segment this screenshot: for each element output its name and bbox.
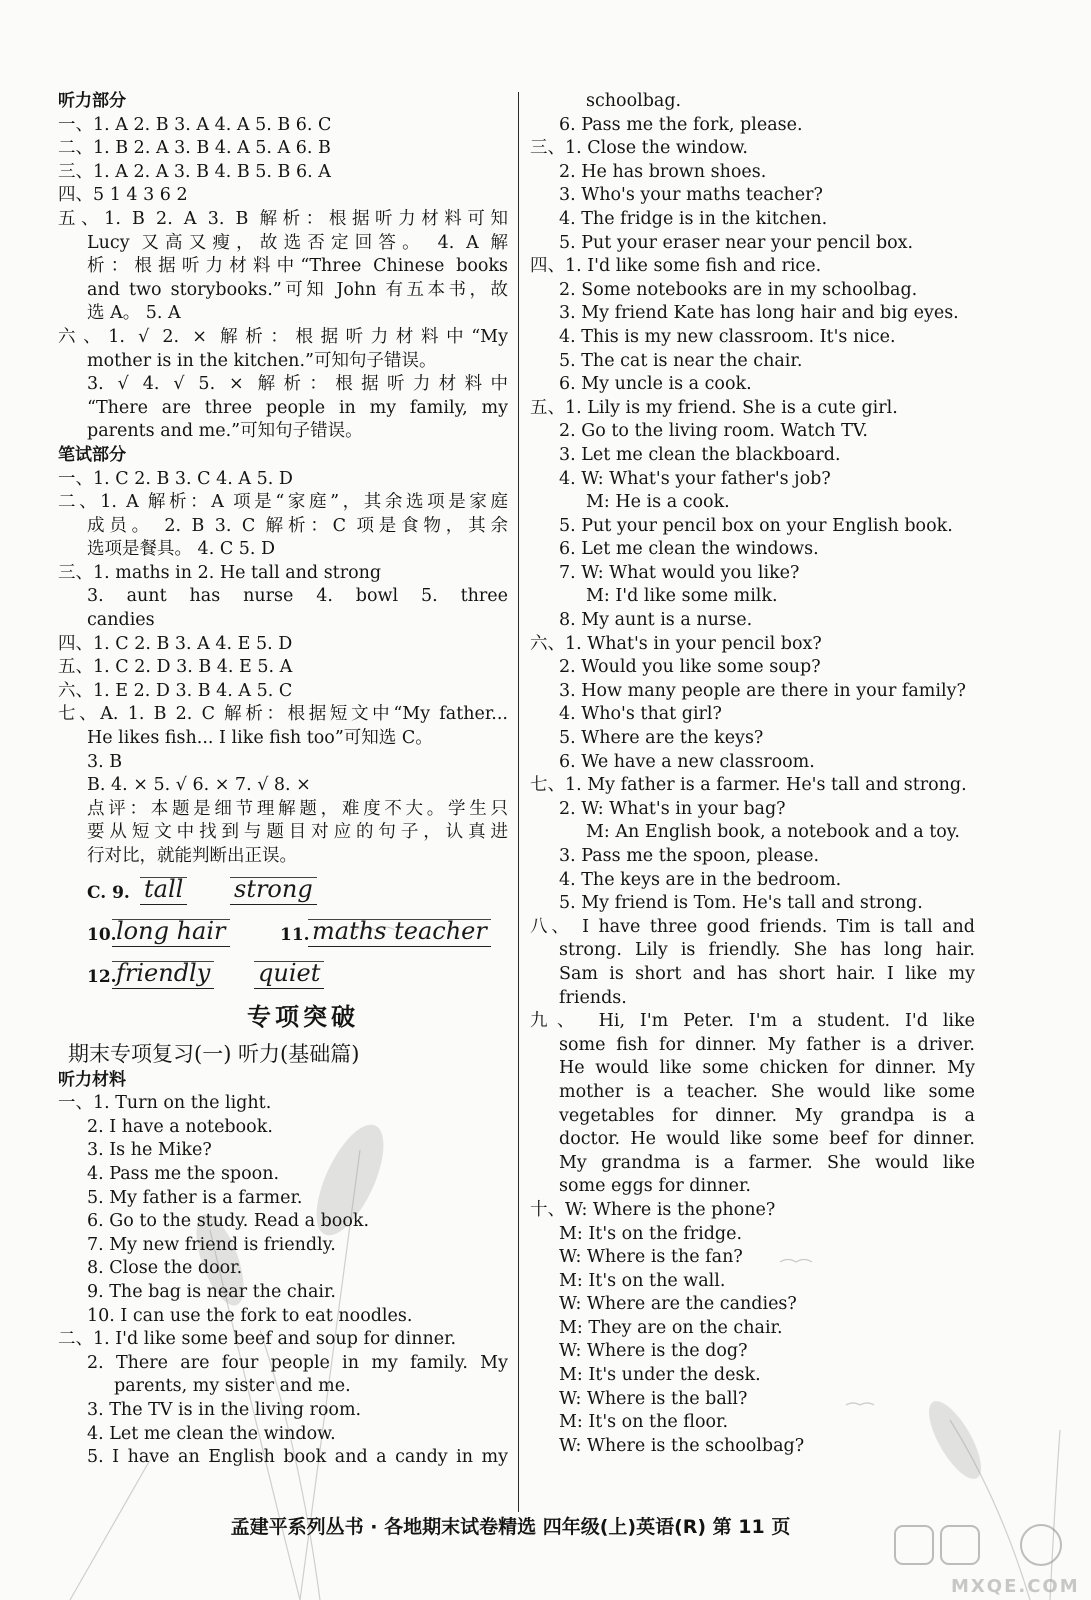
text-line: 四、1. C 2. B 3. A 4. E 5. D — [58, 633, 293, 654]
text-line: 5. I have an English book and a candy in my — [87, 1447, 508, 1468]
text-line: strong. Lily is friendly. She has long hair. — [559, 940, 975, 961]
text-line: 选 A。 5. A — [87, 303, 181, 324]
text-line: some eggs for dinner. — [559, 1176, 751, 1197]
text-line: 二、1. A 解析：A 项是“家庭”，其余选项是家庭 — [58, 492, 508, 513]
answer-12-1: friendly — [112, 959, 214, 989]
text-line: 3. aunt has nurse 4. bowl 5. three — [87, 586, 508, 607]
text-line: 二、1. I'd like some beef and soup for dinner. — [58, 1329, 457, 1350]
left-column — [58, 90, 508, 1470]
text-line: 三、1. A 2. A 3. B 4. B 5. B 6. A — [58, 161, 331, 182]
text-line: 10. I can use the fork to eat noodles. — [87, 1305, 413, 1326]
text-line: 2. Some notebooks are in my schoolbag. — [559, 279, 918, 300]
handwriting-row-9 — [58, 869, 508, 911]
page-footer: 孟建平系列丛书 · 各地期末试卷精选 四年级(上)英语(R) 第 11 页 — [230, 1516, 791, 1538]
text-line: friends. — [559, 987, 627, 1008]
text-line: 3. Is he Mike? — [87, 1140, 212, 1161]
text-line: 点评：本题是细节理解题，难度不大。学生只 — [87, 798, 508, 819]
text-line: 8. My aunt is a nurse. — [559, 610, 753, 631]
item-11-label: 11. — [280, 924, 310, 945]
text-line: Lucy 又高又瘦，故选否定回答。 4. A 解 — [87, 232, 508, 253]
text-line: parents, my sister and me. — [114, 1376, 351, 1397]
text-line: 六、1. What's in your pencil box? — [530, 633, 822, 654]
text-line: mother is a teacher. She would like some — [559, 1081, 975, 1102]
svg-text:MXQE.COM: MXQE.COM — [951, 1576, 1080, 1597]
text-line: B. 4. × 5. √ 6. × 7. √ 8. × — [87, 775, 311, 796]
text-line: 一、1. A 2. B 3. A 4. A 5. B 6. C — [58, 114, 332, 135]
text-line: 5. Put your eraser near your pencil box. — [559, 232, 914, 253]
text-line: 四、5 1 4 3 6 2 — [58, 185, 188, 206]
text-line: 七、A. 1. B 2. C 解析：根据短文中“My father... — [58, 704, 508, 725]
text-line: 3. Pass me the spoon, please. — [559, 846, 820, 866]
text-line: 五、1. B 2. A 3. B 解析：根据听力材料可知 — [58, 208, 508, 229]
text-line: 3. The TV is in the living room. — [87, 1399, 362, 1420]
text-line: 6. My uncle is a cook. — [559, 374, 752, 395]
text-line: M: It's under the desk. — [559, 1365, 761, 1386]
text-line: 二、1. B 2. A 3. B 4. A 5. A 6. B — [58, 138, 331, 159]
text-line: 八、 I have three good friends. Tim is tall and — [530, 916, 975, 937]
text-line: 4. Pass me the spoon. — [87, 1163, 280, 1184]
text-line: some fish for dinner. My father is a driver. — [559, 1034, 975, 1055]
text-line: doctor. He would like some beef for dinner. — [559, 1129, 975, 1150]
text-line: candies — [87, 610, 155, 631]
answer-10: long hair — [112, 917, 230, 947]
text-line: 4. The fridge is in the kitchen. — [559, 208, 828, 229]
text-line: 六、1. E 2. D 3. B 4. A 5. C — [58, 680, 293, 701]
answer-key-section — [58, 90, 508, 869]
section-title: 期末专项复习(一) 听力(基础篇) — [68, 1041, 360, 1066]
text-line: 2. Would you like some soup? — [559, 657, 821, 678]
handwriting-row-10-11 — [58, 911, 508, 953]
text-line: 六、1. √ 2. × 解析：根据听力材料中“My — [58, 326, 508, 347]
text-line: 3. My friend Kate has long hair and big eyes. — [559, 303, 959, 324]
text-line: 5. My friend is Tom. He's tall and strong. — [559, 893, 923, 914]
text-line: 一、1. Turn on the light. — [58, 1093, 272, 1114]
text-line: 4. Who's that girl? — [559, 704, 722, 725]
text-line: 要从短文中找到与题目对应的句子，认真进 — [87, 822, 508, 843]
text-line: 6. Go to the study. Read a book. — [87, 1211, 370, 1232]
text-line: 5. Where are the keys? — [559, 728, 764, 749]
text-line: W: Where is the dog? — [559, 1341, 748, 1362]
answer-12-2: quiet — [254, 959, 324, 989]
text-line: 2. W: What's in your bag? — [559, 798, 786, 819]
text-line: 4. The keys are in the bedroom. — [559, 869, 842, 890]
text-line: M: He is a cook. — [586, 492, 730, 513]
right-column — [530, 90, 975, 1458]
text-line: Sam is short and has short hair. I like my — [559, 963, 975, 984]
text-line: mother is in the kitchen.”可知句子错误。 — [87, 350, 437, 371]
text-line: 十、W: Where is the phone? — [530, 1199, 776, 1220]
text-line: 4. Let me clean the window. — [87, 1423, 336, 1444]
text-line: 7. W: What would you like? — [559, 562, 800, 583]
text-line: 8. Close the door. — [87, 1258, 243, 1279]
answer-11: maths teacher — [308, 917, 491, 947]
text-line: 6. Let me clean the windows. — [559, 539, 819, 560]
text-line: 2. He has brown shoes. — [559, 161, 767, 182]
text-line: 行对比，就能判断出正误。 — [87, 846, 297, 866]
text-line: W: Where are the candies? — [559, 1294, 797, 1315]
text-line: parents and me.”可知句子错误。 — [87, 421, 363, 442]
text-line: M: It's on the fridge. — [559, 1223, 743, 1244]
text-line: 4. This is my new classroom. It's nice. — [559, 326, 896, 347]
text-line: My grandma is a farmer. She would like — [559, 1152, 975, 1173]
answer-9-1: tall — [140, 875, 187, 905]
listening-material-section — [58, 1069, 508, 1470]
text-line: M: They are on the chair. — [559, 1317, 783, 1338]
text-line: 5. The cat is near the chair. — [559, 350, 803, 371]
text-line: 3. How many people are there in your family? — [559, 680, 966, 701]
text-line: He likes fish... I like fish too”可知选 C。 — [87, 728, 433, 749]
text-line: and two storybooks.”可知 John 有五本书，故 — [87, 279, 508, 300]
handwriting-row-12 — [58, 953, 508, 995]
text-line: 四、1. I'd like some fish and rice. — [530, 256, 822, 277]
text-line: 三、1. maths in 2. He tall and strong — [58, 562, 382, 583]
text-line: 3. Let me clean the blackboard. — [559, 444, 841, 465]
text-line: W: Where is the schoolbag? — [559, 1435, 805, 1456]
text-line: 5. My father is a farmer. — [87, 1187, 303, 1208]
text-line: 五、1. Lily is my friend. She is a cute girl. — [530, 397, 898, 418]
answer-9-2: strong — [230, 875, 317, 905]
text-line: “There are three people in my family, my — [87, 397, 508, 418]
listening-material-continued — [530, 90, 975, 1458]
text-line: He would like some chicken for dinner. My — [559, 1058, 975, 1079]
text-line: 听力材料 — [58, 1069, 126, 1090]
text-line: 5. Put your pencil box on your English book. — [559, 515, 953, 536]
text-line: 4. W: What's your father's job? — [559, 468, 831, 489]
text-line: 三、1. Close the window. — [530, 138, 748, 159]
text-line: 2. Go to the living room. Watch TV. — [559, 421, 868, 442]
text-line: W: Where is the ball? — [559, 1388, 748, 1409]
watermark-logo — [891, 1520, 1081, 1598]
text-line: 听力部分 — [58, 91, 126, 111]
item-10-label: 10. — [87, 924, 117, 945]
text-line: 3. Who's your maths teacher? — [559, 185, 823, 206]
text-line: 五、1. C 2. D 3. B 4. E 5. A — [58, 657, 293, 678]
text-line: 九、 Hi, I'm Peter. I'm a student. I'd like — [530, 1011, 975, 1032]
text-line: M: I'd like some milk. — [586, 586, 778, 607]
text-line: 6. We have a new classroom. — [559, 751, 815, 772]
text-line: 2. I have a notebook. — [87, 1116, 273, 1137]
text-line: 七、1. My father is a farmer. He's tall and strong. — [530, 775, 967, 796]
text-line: 7. My new friend is friendly. — [87, 1234, 336, 1255]
text-line: 9. The bag is near the chair. — [87, 1281, 336, 1302]
text-line: M: An English book, a notebook and a toy. — [586, 822, 960, 843]
text-line: schoolbag. — [586, 91, 682, 111]
column-divider — [518, 92, 519, 1512]
item-9-label: C. 9. — [87, 882, 130, 903]
text-line: W: Where is the fan? — [559, 1247, 743, 1268]
text-line: M: It's on the floor. — [559, 1412, 729, 1433]
text-line: vegetables for dinner. My grandpa is a — [559, 1105, 975, 1126]
text-line: M: It's on the wall. — [559, 1270, 726, 1291]
text-line: 成员。 2. B 3. C 解析：C 项是食物，其余 — [87, 515, 508, 536]
text-line: 3. B — [87, 751, 123, 772]
text-line: 6. Pass me the fork, please. — [559, 114, 803, 135]
text-line: 选项是餐具。 4. C 5. D — [87, 539, 276, 560]
section-banner: 专项突破 — [247, 1002, 359, 1031]
text-line: 3. √ 4. √ 5. × 解析：根据听力材料中 — [87, 374, 508, 395]
text-line: 2. There are four people in my family. My — [87, 1352, 508, 1373]
text-line: 一、1. C 2. B 3. C 4. A 5. D — [58, 468, 293, 489]
text-line: 析：根据听力材料中“Three Chinese books — [87, 256, 508, 277]
item-12-label: 12. — [87, 966, 117, 987]
text-line: 笔试部分 — [58, 444, 126, 465]
